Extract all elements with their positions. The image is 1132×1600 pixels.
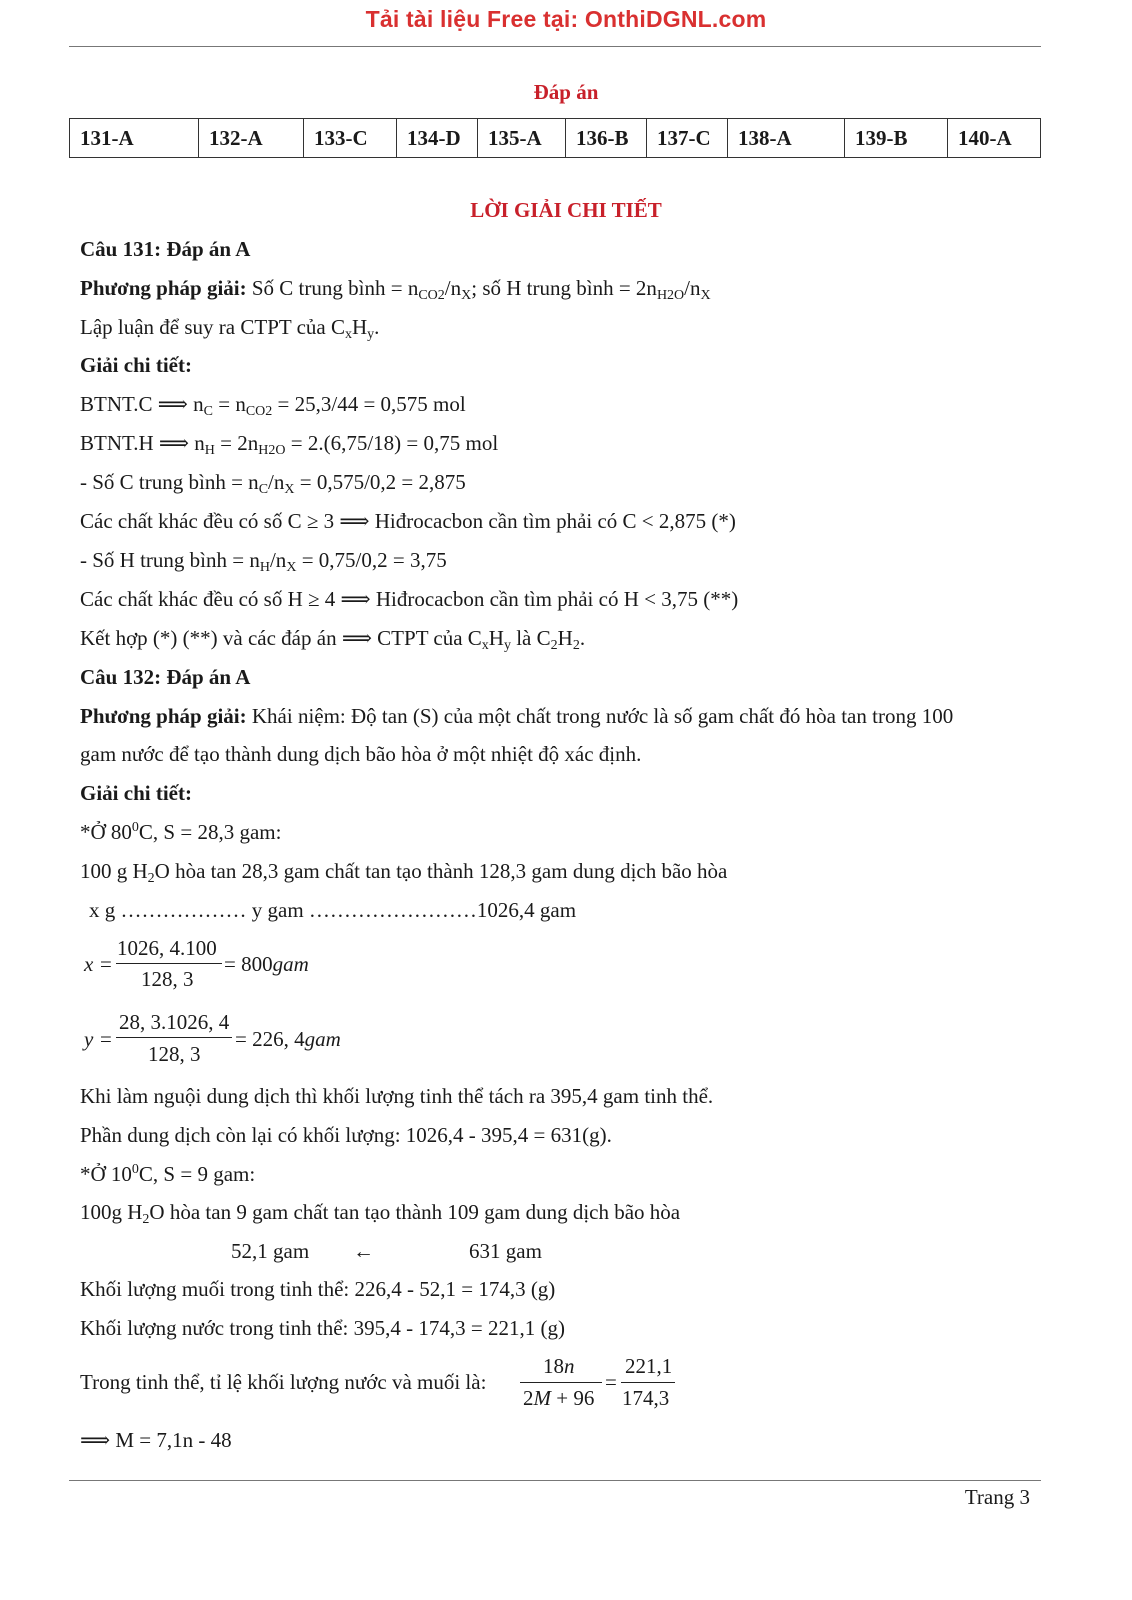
q131-avg-h xyxy=(80,548,447,576)
answer-cell: 137-C xyxy=(647,119,728,158)
q132-method xyxy=(80,704,953,729)
subscript: X xyxy=(461,288,472,303)
q132-cool: Khi làm nguội dung dịch thì khối lượng tinh thể tách ra 395,4 gam tinh thể. xyxy=(80,1084,714,1108)
subscript: 2 xyxy=(550,638,558,653)
text: O hòa tan 9 gam chất tan tạo thành 109 gam dung dịch bão hòa xyxy=(149,1200,681,1224)
header-banner[interactable]: Tải tài liệu Free tại: OnthiDGNL.com xyxy=(365,6,767,32)
answer-cell: 134-D xyxy=(397,119,478,158)
subscript: 2 xyxy=(572,638,580,653)
q131-cond-c: Các chất khác đều có số C ≥ 3 ⟹ Hiđrocacbon cần tìm phải có C < 2,875 (*) xyxy=(80,509,736,533)
text: gam xyxy=(272,952,309,976)
subscript: C xyxy=(203,404,213,419)
ratio2-numerator: 221,1 xyxy=(625,1354,673,1378)
q131-line2 xyxy=(80,315,379,343)
solutions-title: LỜI GIẢI CHI TIẾT xyxy=(470,198,662,222)
text: H xyxy=(557,626,573,650)
superscript: 0 xyxy=(131,1162,139,1177)
text: 100 g H xyxy=(80,859,148,883)
text: = 0,575/0,2 = 2,875 xyxy=(294,470,466,494)
ratio1-denominator xyxy=(523,1386,594,1411)
subscript: CO2 xyxy=(245,404,273,419)
subscript: H xyxy=(259,560,270,575)
text: *Ở 80 xyxy=(80,820,132,844)
text: /n xyxy=(269,548,287,572)
text: + 96 xyxy=(551,1386,595,1410)
subscript: H xyxy=(204,443,215,458)
fx-lhs: x = xyxy=(84,952,113,976)
text: - Số H trung bình = n xyxy=(80,548,260,572)
fraction-bar xyxy=(116,1037,232,1038)
q131-btnt-c xyxy=(80,392,466,420)
subscript: X xyxy=(286,560,297,575)
text: BTNT.H ⟹ n xyxy=(80,431,205,455)
arrow-left-icon: ← xyxy=(353,1239,374,1263)
text: = n xyxy=(212,392,246,416)
text: gam xyxy=(304,1027,341,1051)
fx-denominator: 128, 3 xyxy=(141,967,194,991)
q131-btnt-h xyxy=(80,431,498,459)
answers-title: Đáp án xyxy=(533,80,599,104)
text: = 2.(6,75/18) = 0,75 mol xyxy=(285,431,499,455)
fy-rhs xyxy=(235,1027,341,1052)
answer-cell: 135-A xyxy=(478,119,566,158)
answer-cell: 138-A xyxy=(728,119,845,158)
text: H xyxy=(351,315,368,339)
text: *Ở 10 xyxy=(80,1162,132,1186)
text: . xyxy=(374,315,380,339)
q132-final: ⟹ M = 7,1n - 48 xyxy=(80,1428,232,1452)
answer-cell: 140-A xyxy=(948,119,1041,158)
q132-method-2: gam nước để tạo thành dung dịch bão hòa ở một nhiệt độ xác định. xyxy=(80,742,642,766)
q132-proportion: x g ……………… y gam ……………………1026,4 gam xyxy=(89,898,577,922)
subscript: x xyxy=(481,638,489,653)
subscript: y xyxy=(503,638,511,653)
fx-rhs xyxy=(224,952,309,977)
text: Khái niệm: Độ tan (S) của một chất trong nước là số gam chất đó hòa tan trong 100 xyxy=(251,704,954,728)
fx-numerator: 1026, 4.100 xyxy=(117,936,217,960)
fraction-bar xyxy=(116,963,222,964)
subscript: 2 xyxy=(147,871,155,886)
q131-method xyxy=(80,276,711,304)
answer-cell: 131-A xyxy=(70,119,199,158)
fy-lhs: y = xyxy=(84,1027,113,1051)
subscript: x xyxy=(344,327,352,342)
ratio2-denominator: 174,3 xyxy=(622,1386,670,1410)
subscript: H2O xyxy=(258,443,286,458)
text: - Số C trung bình = n xyxy=(80,470,259,494)
text: Kết hợp (*) (**) và các đáp án ⟹ CTPT của C xyxy=(80,626,482,650)
ratio-equals: = xyxy=(605,1370,617,1394)
subscript: C xyxy=(258,482,269,497)
superscript: 0 xyxy=(131,820,139,835)
text: ; số H trung bình = 2n xyxy=(471,276,657,300)
q132-mass-b: 631 gam xyxy=(469,1239,542,1263)
subscript: y xyxy=(367,327,375,342)
q132-ratio-text: Trong tinh thể, tỉ lệ khối lượng nước và muối là: xyxy=(80,1370,487,1394)
q132-water-mass: Khối lượng nước trong tinh thể: 395,4 - 174,3 = 221,1 (g) xyxy=(80,1316,565,1340)
text: n xyxy=(564,1354,575,1378)
answer-cell: 132-A xyxy=(199,119,304,158)
q132-remaining: Phần dung dịch còn lại có khối lượng: 1026,4 - 395,4 = 631(g). xyxy=(80,1123,612,1147)
fraction-bar xyxy=(621,1382,675,1383)
text: Lập luận để suy ra CTPT của C xyxy=(80,315,345,339)
q131-cond-h: Các chất khác đều có số H ≥ 4 ⟹ Hiđrocacbon cần tìm phải có H < 3,75 (**) xyxy=(80,587,739,611)
q132-heading: Câu 132: Đáp án A xyxy=(80,665,251,689)
q132-detail-label: Giải chi tiết: xyxy=(80,781,192,805)
text: O hòa tan 28,3 gam chất tan tạo thành 128,3 gam dung dịch bão hòa xyxy=(154,859,728,883)
text: C, S = 28,3 gam: xyxy=(138,820,282,844)
text: C, S = 9 gam: xyxy=(138,1162,256,1186)
q132-temp-80 xyxy=(80,820,281,845)
text: Số C trung bình = n xyxy=(251,276,419,300)
text: = 800 xyxy=(224,952,273,976)
header-divider xyxy=(69,46,1041,47)
text: = 2n xyxy=(214,431,259,455)
text: = 25,3/44 = 0,575 mol xyxy=(272,392,466,416)
text: là C xyxy=(510,626,551,650)
subscript: CO2 xyxy=(418,288,445,303)
text: BTNT.C ⟹ n xyxy=(80,392,204,416)
text: 18 xyxy=(543,1354,564,1378)
subscript: X xyxy=(700,288,711,303)
method-label: Phương pháp giải: xyxy=(80,276,247,300)
subscript: 2 xyxy=(142,1212,150,1227)
q132-dissolve-2 xyxy=(80,1200,680,1228)
subscript: H2O xyxy=(656,288,685,303)
q132-mass-a: 52,1 gam xyxy=(231,1239,310,1263)
text: . xyxy=(579,626,586,650)
method-label: Phương pháp giải: xyxy=(80,704,247,728)
subscript: X xyxy=(284,482,295,497)
q132-dissolve-1 xyxy=(80,859,727,887)
text: 2 xyxy=(523,1386,534,1410)
answer-cell: 136-B xyxy=(566,119,647,158)
q131-heading: Câu 131: Đáp án A xyxy=(80,237,251,261)
answer-cell: 139-B xyxy=(845,119,948,158)
ratio1-numerator xyxy=(543,1354,575,1379)
text: H xyxy=(488,626,504,650)
table-row xyxy=(70,119,1041,158)
text: /n xyxy=(444,276,462,300)
q131-avg-c xyxy=(80,470,466,498)
q131-detail-label: Giải chi tiết: xyxy=(80,353,192,377)
q131-conclusion xyxy=(80,626,585,654)
text: 100g H xyxy=(80,1200,143,1224)
text: /n xyxy=(268,470,285,494)
answer-cell: 133-C xyxy=(304,119,397,158)
text: = 0,75/0,2 = 3,75 xyxy=(296,548,447,572)
text: M xyxy=(533,1386,551,1410)
q132-salt-mass: Khối lượng muối trong tinh thể: 226,4 - 52,1 = 174,3 (g) xyxy=(80,1277,556,1301)
fy-numerator: 28, 3.1026, 4 xyxy=(119,1010,230,1034)
fraction-bar xyxy=(520,1382,602,1383)
q132-temp-10 xyxy=(80,1162,255,1187)
fy-denominator: 128, 3 xyxy=(148,1042,201,1066)
text: = 226, 4 xyxy=(235,1027,305,1051)
footer-divider xyxy=(69,1480,1041,1481)
answer-table xyxy=(69,118,1041,158)
text: /n xyxy=(684,276,701,300)
page-number: Trang 3 xyxy=(964,1485,1030,1509)
